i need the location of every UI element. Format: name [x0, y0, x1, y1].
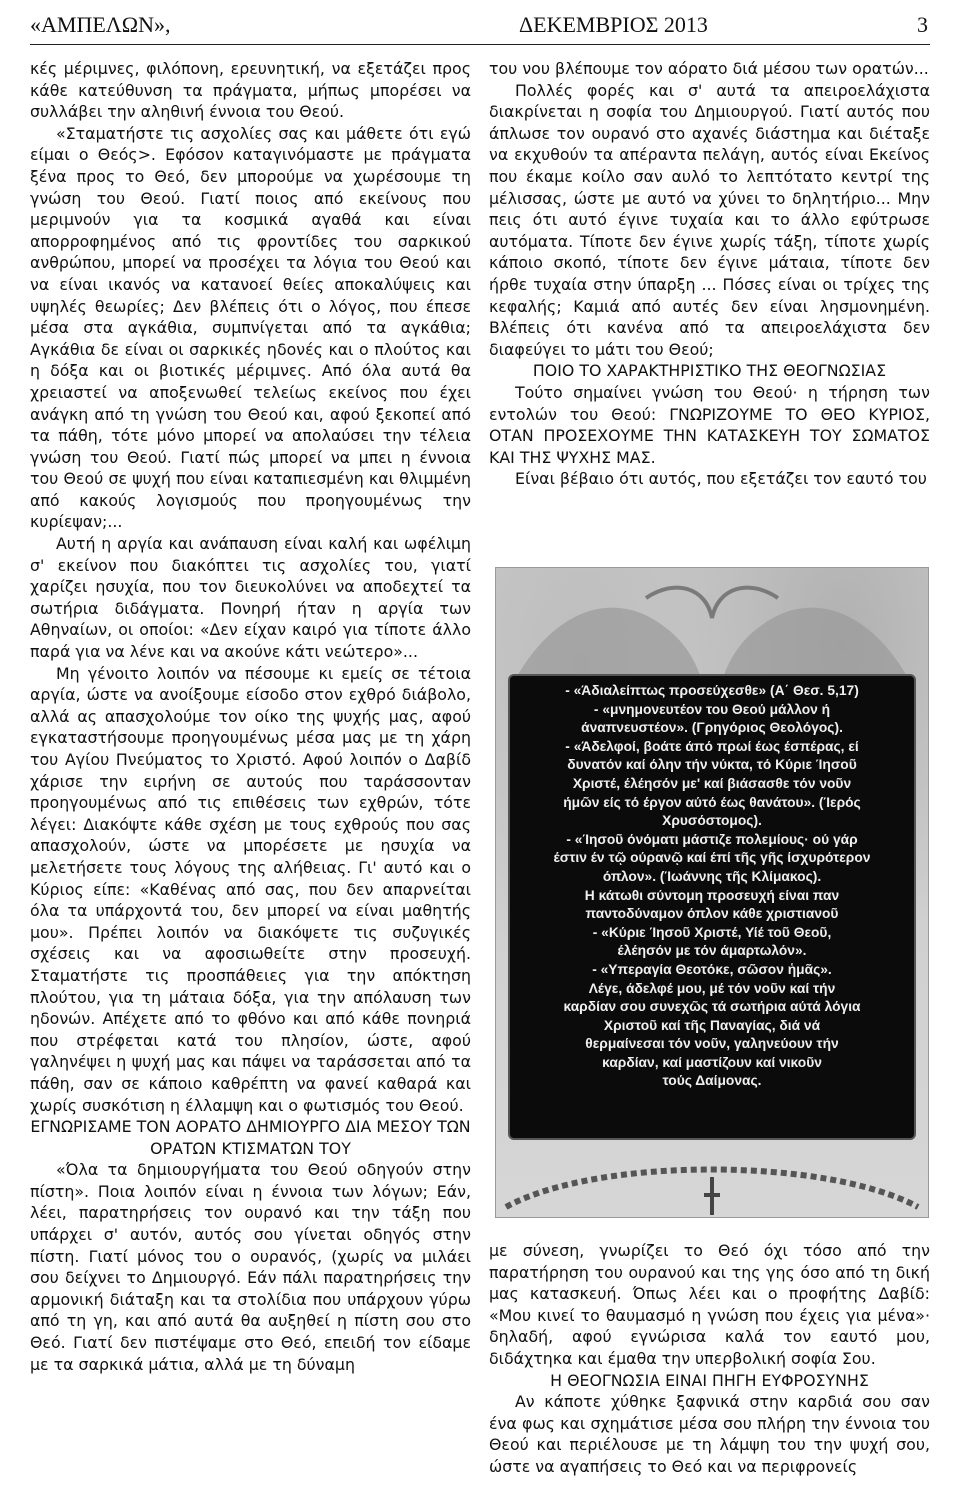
right-column-bottom: [489, 1240, 930, 1478]
paragraph: Αυτή η αργία και ανάπαυση είναι καλή και ωφέλιμη σ' εκείνον που διακόπτει τις ασχολίες του, γιατί χαρίζει ησυχία, που τον διευκολύνει να αποδεχτεί τα σωτήρια διδάγματα. Πονηρή ήταν η αργία των Αθηναίων, οι οποίοι: «Δεν είχαν καιρό για τίποτε άλλο παρά για να λένε και να ακούνε κάτι νεώτερο»...: [30, 534, 471, 662]
prayer-line: δυνατόν καί όλην τήν νύκτα, τό Κύριε Ίησοῦ: [567, 757, 857, 773]
prayer-line: Χρυσόστομος).: [662, 813, 762, 829]
prayer-line: - «Ίησοῦ όνόματι μάστιζε πολεμίους· ού γάρ: [566, 831, 858, 847]
prayer-line: - «Άδελφοί, βοάτε άπό πρωί έως έσπέρας, εί: [565, 738, 859, 754]
prayer-line: Λέγε, άδελφέ μου, μέ τόν νοῦν καί τήν: [588, 980, 836, 996]
newspaper-title: «ΑΜΠΕΛΩΝ»,: [30, 12, 171, 37]
paragraph: «Όλα τα δημιουργήματα του Θεού οδηγούν στην πίστη». Ποια λοιπόν είναι η έννοια των λόγων; Εάν, λέει, παρατηρήσεις τον ουρανό και την τάξη που υπάρχει σ' αυτόν, αυτός σου γίνεται οδηγός στην πίστη. Γιατί μόνος του ο ουρανός, (χωρίς να μιλάει σου δείχνει το Δημιουργό. Εάν πάλι παρατηρήσεις την αρμονική διάταξη και τα στολίδια που υπάρχουν γύρω από τη γη, και από αυτά θα αυξηθεί η πίστη σου στο Θεό. Γιατί δεν πιστέψαμε στο Θεό, επειδή τον είδαμε με τα σαρκικά μάτια, αλλά με τη δύναμη: [30, 1160, 471, 1374]
paragraph: με σύνεση, γνωρίζει το Θεό όχι τόσο από την παρατήρηση του ουρανού και της γης όσο από τη δική μας κατασκευή. Όπως λέει και ο προφήτης Δαβίδ: «Μου κινεί το θαυμασμό η γνώση που έχεις για μένα»· δηλαδή, αφού εγνώρισα καλά τον εαυτό μου, διδάχτηκα και έμαθα την υπερβολική σοφία Σου.: [489, 1241, 930, 1368]
paragraph: Τούτο σημαίνει γνώση του Θεού· η τήρηση των εντολών του Θεού: ΓΝΩΡΙΖΟΥΜΕ ΤΟ ΘΕΟ ΚΥΡΙΟΣ, ΟΤΑΝ ΠΡΟΣΕΧΟΥΜΕ ΤΗΝ ΚΑΤΑΣΚΕΥΗ ΤΟΥ ΣΩΜΑΤΟΣ ΚΑΙ ΤΗΣ ΨΥΧΗΣ ΜΑΣ.: [489, 382, 930, 467]
page-header: [30, 6, 930, 45]
left-column: [30, 58, 471, 1375]
prayer-line: θερμαίνεσαι τόν νοῦν, γαληνεύουν τήν: [585, 1036, 839, 1052]
paragraph: «Σταματήστε τις ασχολίες σας και μάθετε ότι εγώ είμαι ο Θεός>. Εφόσον καταγινόμαστε με πράγματα ξένα προς το Θεό, δεν μπορούμε να χωρέσουμε τη γνώση του Θεού. Γιατί ποιος από εκείνους που μεριμνούν για τα κοσμικά αγαθά και είναι απορροφημένος από τις φροντίδες του σαρκικού ανθρώπου, μπορεί να προσέχει τα λόγια του Θεού και να είναι ικανός να κατανοεί θείες αποκαλύψεις και υψηλές θεωρίες; Δεν βλέπεις ότι ο λόγος, που έπεσε μέσα στα αγκάθια, συμπνίγεται από τα αγκάθια; Αγκάθια δε είναι οι σαρκικές ηδονές και ο πλούτος και η δόξα και οι βιοτικές μέριμνες. Από όλα αυτά θα χρειαστεί να αποξενωθεί τελείως εκείνος που έχει ανάγκη από τη γνώση του Θεού και, αφού ξεκοπεί από τα πάθη, τότε μόνο μπορεί να απολαύσει την τέλεια γνώση του Θεού. Γιατί πώς μπορεί να μπει η έννοια του Θεού σε ψυχή που είναι καταπιεσμένη και θλιμμένη από κακούς λογισμούς που προηγουμένως την κυρίεψαν;...: [30, 123, 471, 532]
paragraph: Αν κάποτε χύθηκε ξαφνικά στην καρδιά σου σαν ένα φως και σχημάτισε μέσα σου πλήρη την έννοια του Θεού και περιέλουσε με τη λάμψη του την ψυχή σου, ώστε να αγαπήσεις το Θεό και να περιφρονείς: [489, 1392, 930, 1476]
prayer-line: - «Άδιαλείπτως προσεύχεσθε» (Α΄ Θεσ. 5,17): [565, 683, 859, 698]
prayer-line: όπλον». (Ίωάννης τῆς Κλίμακος).: [602, 868, 822, 884]
page-number: 3: [917, 12, 928, 37]
section-heading: Η ΘΕΟΓΝΩΣΙΑ ΕΙΝΑΙ ΠΗΓΗ ΕΥΦΡΟΣΥΝΗΣ: [550, 1370, 869, 1390]
prayer-line: καρδίαν, καί μαστίζουν καί νικοῦν: [602, 1054, 822, 1070]
prayer-line: καρδίαν σου συνεχῶς τά σωτήρια αύτά λόγια: [563, 999, 861, 1015]
section-heading: ΕΓΝΩΡΙΣΑΜΕ ΤΟΝ ΑΟΡΑΤΟ ΔΗΜΙΟΥΡΓΟ ΔΙΑ ΜΕΣΟΥ ΤΩΝ ΟΡΑΤΩΝ ΚΤΙΣΜΑΤΩΝ ΤΟΥ: [30, 1117, 471, 1158]
issue-date: ΔΕΚΕΜΒΡΙΟΣ 2013: [519, 12, 708, 37]
paragraph: κές μέριμνες, φιλόπονη, ερευνητική, να εξετάζει προς κάθε κατεύθυνση τα πράγματα, μήπως μπορέσει να συλλάβει την αληθινή έννοια του Θεού.: [30, 59, 471, 122]
praying-hands-icon: [496, 568, 928, 688]
prayer-text-board: [510, 676, 914, 1138]
right-column-top: [489, 58, 930, 490]
section-heading: ΠΟΙΟ ΤΟ ΧΑΡΑΚΤΗΡΙΣΤΙΚΟ ΤΗΣ ΘΕΟΓΝΩΣΙΑΣ: [532, 361, 887, 381]
paragraph: Είναι βέβαιο ότι αυτός, που εξετάζει τον εαυτό του: [515, 469, 927, 489]
prayer-image: [495, 567, 929, 1218]
prayer-line: Χριστοῦ καί τῆς Παναγίας, διά νά: [603, 1017, 821, 1033]
prayer-line: ήμῶν είς τό έργον αύτό έως θανάτου». (Ίερός: [563, 794, 861, 810]
prayer-line: - «Κύριε Ίησοῦ Χριστέ, Υίέ τοῦ Θεοῦ,: [592, 924, 832, 940]
prayer-line: Χριστέ, έλέησόν με' καί βιάσασθε τόν νοῦν: [572, 775, 852, 791]
paragraph: Μη γένοιτο λοιπόν να πέσουμε κι εμείς σε τέτοια αργία, ώστε να ανοίξουμε είσοδο στον εχθρό διάβολο, αλλά ας απασχολούμε τον οίκο της ψυχής μας, αφού εγκαταστήσουμε προηγουμένως μέσα μας με τη χάρη του Αγίου Πνεύματος το Χριστό. Αφού λοιπόν ο Δαβίδ χάρισε την ειρήνη σε αυτούς που ταράσσονταν προηγουμένως από τις επιθέσεις των εχθρών, τότε λέγει: Διακόψτε κάθε σχέση με τους εχθρούς που σας απασχολούν, ώστε να μπορέσετε με ησυχία να μελετήσετε τους λόγους της αλήθειας. Γι' αυτό και ο Κύριος είπε: «Καθένας από σας, που δεν απαρνείται όλα τα υπάρχοντά του, δεν μπορεί να είναι μαθητής μου». Πρέπει λοιπόν να διακόψετε τις συζυγικές σχέσεις και να αφοσιωθείτε στην προσευχή. Σταματήστε τις προσπάθειες για την απόκτηση πλούτου, για τη μάταια δόξα, για την απόλαυση των ηδονών. Απέχετε από το φθόνο και από κάθε πονηριά που στρέφεται κατά του πλησίον, ώστε, αφού γαληνέψει η ψυχή μας και πάψει να ταράσσεται από τα πάθη, σαν σε κάποιο καθρέπτη να φανεί καθαρά και χωρίς συσκότιση η έλλαμψη και ο φωτισμός του Θεού.: [30, 663, 471, 1115]
paragraph: του νου βλέπουμε τον αόρατο διά μέσου των ορατών...: [489, 59, 929, 78]
paragraph: Πολλές φορές και σ' αυτά τα απειροελάχιστα διακρίνεται η σοφία του Δημιουργού. Γιατί αυτός που άπλωσε τον ουρανό στο αχανές διάστημα και διέταξε να εκχυθούν τα απέραντα πελάγη, αυτός είναι Εκείνος που έκαμε κοίλο σαν αυλό το λεπτότατο κεντρί της μέλισσας, ώστε με αυτό να χύνει το δηλητήριο... Μην πεις ότι αυτό έγινε τυχαία και το άλλο εφύτρωσε αυτόματα. Τίποτε δεν έγινε χωρίς τάξη, τίποτε χωρίς κάποιο σκοπό, τίποτε δεν έγινε μάταια, τίποτε δεν ήρθε τυχαία στην ύπαρξη ... Πόσες είναι οι τρίχες της κεφαλής; Καμιά από αυτές δεν είναι λησμονημένη. Βλέπεις ότι κανένα από τα απειροελάχιστα δεν διαφεύγει το μάτι του Θεού;: [489, 80, 930, 359]
prayer-line: Η κάτωθι σύντομη προσευχή είναι παν: [584, 887, 840, 903]
prayer-line: τούς Δαίμονας.: [662, 1073, 762, 1089]
prayer-line: άναπνευστέον». (Γρηγόριος Θεολόγος).: [581, 720, 843, 736]
prayer-line: έλέησόν με τόν άμαρτωλόν».: [617, 943, 807, 959]
prayer-line: - «μνημονευτέον του Θεού μάλλον ή: [593, 701, 831, 717]
prayer-line: έστιν έν τῷ ούρανῷ καί έπί τῆς γῆς ίσχυρότερον: [553, 850, 871, 866]
prayer-rope-icon: [496, 1137, 928, 1217]
prayer-line: παντοδύναμον όπλον κάθε χριστιανοῦ: [585, 906, 839, 922]
prayer-line: - «Υπεραγία Θεοτόκε, σῶσον ἡμᾶς».: [592, 961, 832, 977]
